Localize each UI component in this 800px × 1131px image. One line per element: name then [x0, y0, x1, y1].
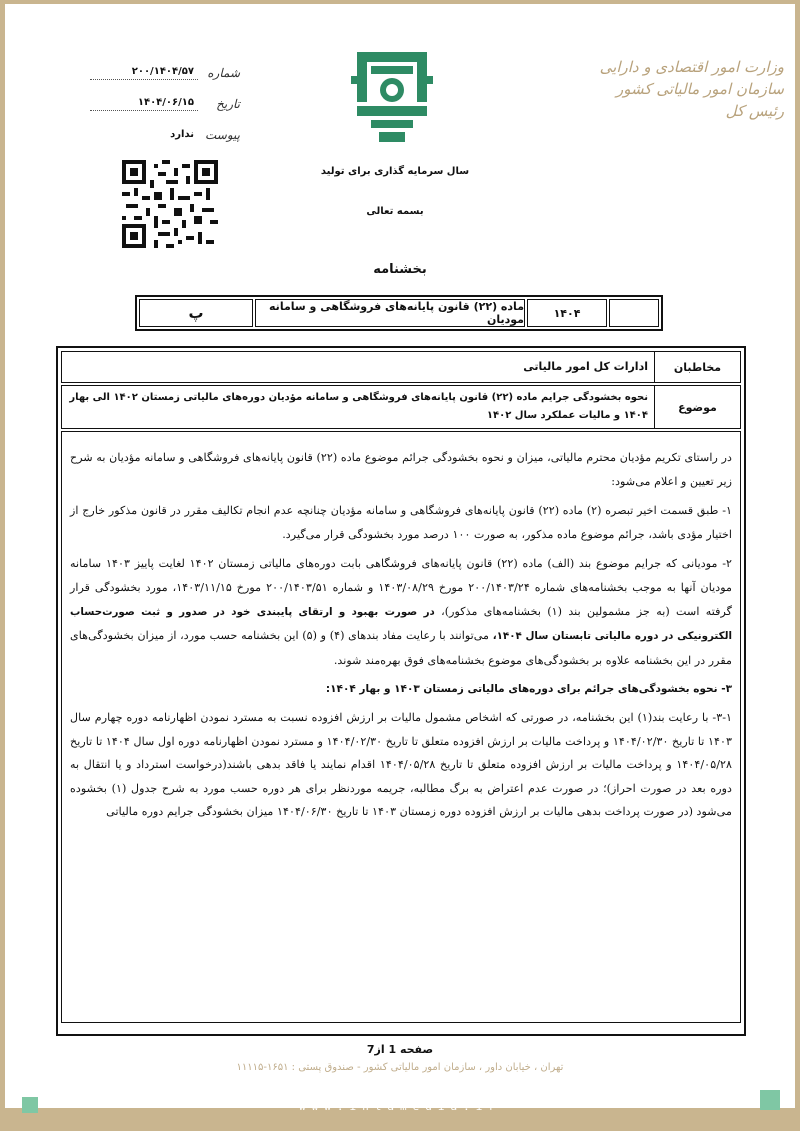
paragraph-2-part-a: ۲- مودیانی که جرایم موضوع بند (الف) ماده (۲۲) قانون پایانه‌های فروشگاهی بابت دوره‌های مالیاتی زمستان ۱۴۰۲ لغایت پاییز ۱۴۰۳ سامانه مودیان آنها به موجب بخشنامه‌های شماره ۲۰۰/۱۴۰۳/۲۴ مورخ ۱۴۰۳/۰۸/۲۹ و شماره ۲۰۰/۱۴۰۳/۵۱ مورخ ۱۴۰۳/۱۱/۱۵، مورد بخشودگی قرار گرفته است (به جز مشمولین بند (۱) بخشنامه‌های مذکور)، [70, 557, 732, 618]
paragraph-2-bold: در صورت بهبود و ارتقای پایبندی خود در صدور و ثبت صورت‌حساب الکترونیکی در دوره مالیاتی تابستان سال ۱۴۰۴، [70, 605, 733, 643]
letter-date-label: تاریخ [216, 97, 240, 111]
basmala: بسمه تعالی [366, 206, 424, 217]
letter-number-row [90, 60, 240, 80]
ministry-line-3: رئیس کل [725, 102, 784, 120]
letter-number-label: شماره [207, 66, 240, 80]
letter-attachment-value: ندارد [170, 129, 194, 140]
paragraph-3-1: ۳-۱- با رعایت بند(۱) این بخشنامه، در صورتی که اشخاص مشمول مالیات بر ارزش افزوده نسبت به مسترد نمودن اظهارنامه دوره چهارم سال ۱۴۰۳ تا تاریخ ۱۴۰۴/۰۲/۳۰ و پرداخت مالیات بر ارزش افزوده متعلق تا تاریخ ۱۴۰۴/۰۲/۳۰ و مسترد نمودن اظهارنامه دوره اول سال ۱۴۰۴ تا تاریخ ۱۴۰۴/۰۵/۲۸ و پرداخت مالیات بر ارزش افزوده متعلق تا تاریخ ۱۴۰۴/۰۵/۲۸ اقدام نمایند یا فاقد بدهی باشند(درخواست استرداد و یا انتقال به دوره بعد در صورت احراز)؛ در صورت عدم اعتراض به برگ مطالبه، جریمه موردنظر برای هر دوره حسب مورد به شرح جدول (۱) بخشوده می‌شود (در صورت پرداخت بدهی مالیات بر ارزش افزوده دوره زمستان ۱۴۰۳ تا تاریخ ۱۴۰۴/۰۶/۳۰ میزان بخشودگی جرایم دوره مالیاتی [70, 710, 732, 819]
letter-attachment-row [90, 122, 240, 142]
section-3-heading: ۳- نحوه بخشودگی‌های جرائم برای دوره‌های مالیاتی زمستان ۱۴۰۳ و بهار ۱۴۰۴: [325, 683, 732, 696]
tax-organization-emblem-icon [349, 46, 435, 150]
letter-date-value: ۱۴۰۴/۰۶/۱۵ [90, 97, 198, 111]
document-title: بخشنامه [373, 262, 427, 277]
addressee-row [61, 351, 741, 383]
classification-year: ۱۴۰۴ [527, 299, 607, 327]
footer-square-left-icon [22, 1097, 38, 1113]
subject-value: نحوه بخشودگی جرایم ماده (۲۲) قانون پایانه‌های فروشگاهی و سامانه مؤدیان دوره‌های مالیاتی زمستان ۱۴۰۲ الی بهار ۱۴۰۴ و مالیات عملکرد سال ۱۴۰۲ [69, 392, 648, 421]
subject-row [61, 385, 741, 429]
circular-body-box [56, 346, 746, 1036]
ministry-line-2: سازمان امور مالیاتی کشور [616, 80, 784, 98]
addressee-value: ادارات کل امور مالیاتی [523, 360, 648, 373]
year-motto: سال سرمایه گذاری برای تولید [320, 166, 470, 177]
letter-date-row [90, 91, 240, 111]
qr-code-icon[interactable] [122, 160, 218, 248]
classification-table [135, 295, 663, 331]
addressee-label: مخاطبان [654, 352, 740, 382]
ministry-line-1: وزارت امور اقتصادی و دارایی [599, 58, 784, 76]
paragraph-2-part-b: می‌توانند با رعایت مفاد بندهای (۴) و (۵) این بخشنامه حسب مورد، از میزان بخشودگی‌های مقرر در این بخشنامه علاوه بر بخشودگی‌های موضوع بخشنامه‌های فوق بهره‌مند شوند. [70, 629, 732, 667]
classification-empty-cell [609, 299, 659, 327]
letter-attachment-label: پیوست [205, 128, 240, 142]
footer-website-link[interactable]: www.intamedia.ir [299, 1100, 501, 1113]
footer-square-right-icon [760, 1090, 780, 1110]
page-number: صفحه 1 از7 [366, 1043, 434, 1056]
letter-number-value: ۲۰۰/۱۴۰۴/۵۷ [90, 66, 198, 80]
ministry-heading [574, 56, 784, 122]
paragraph-1: ۱- طبق قسمت اخیر تبصره (۲) ماده (۲۲) قانون پایانه‌های فروشگاهی و سامانه مؤدیان چنانچه عدم انجام تکالیف مقرر در قانون مذکور خارج از اختیار مؤدی باشد، جرائم موضوع ماده مذکور، به صورت ۱۰۰ درصد مورد بخشودگی قرار می‌گیرد. [70, 504, 732, 541]
body-text [61, 431, 741, 1023]
classification-letter: پ [139, 299, 253, 327]
paragraph-intro: در راستای تکریم مؤدیان محترم مالیاتی، میزان و نحوه بخشودگی جرائم موضوع ماده (۲۲) قانون پایانه‌های فروشگاهی و سامانه مؤدیان به شرح زیر تعیین و اعلام می‌شود: [70, 451, 732, 488]
subject-label: موضوع [654, 386, 740, 428]
letter-meta [90, 60, 240, 153]
classification-topic: ماده (۲۲) قانون پایانه‌های فروشگاهی و سامانه مودیان [255, 299, 525, 327]
footer-address: تهران ، خیابان داور ، سازمان امور مالیاتی کشور - صندوق پستی : ۱۶۵۱-۱۱۱۱۵ [236, 1062, 564, 1073]
paragraph-2 [70, 552, 732, 672]
